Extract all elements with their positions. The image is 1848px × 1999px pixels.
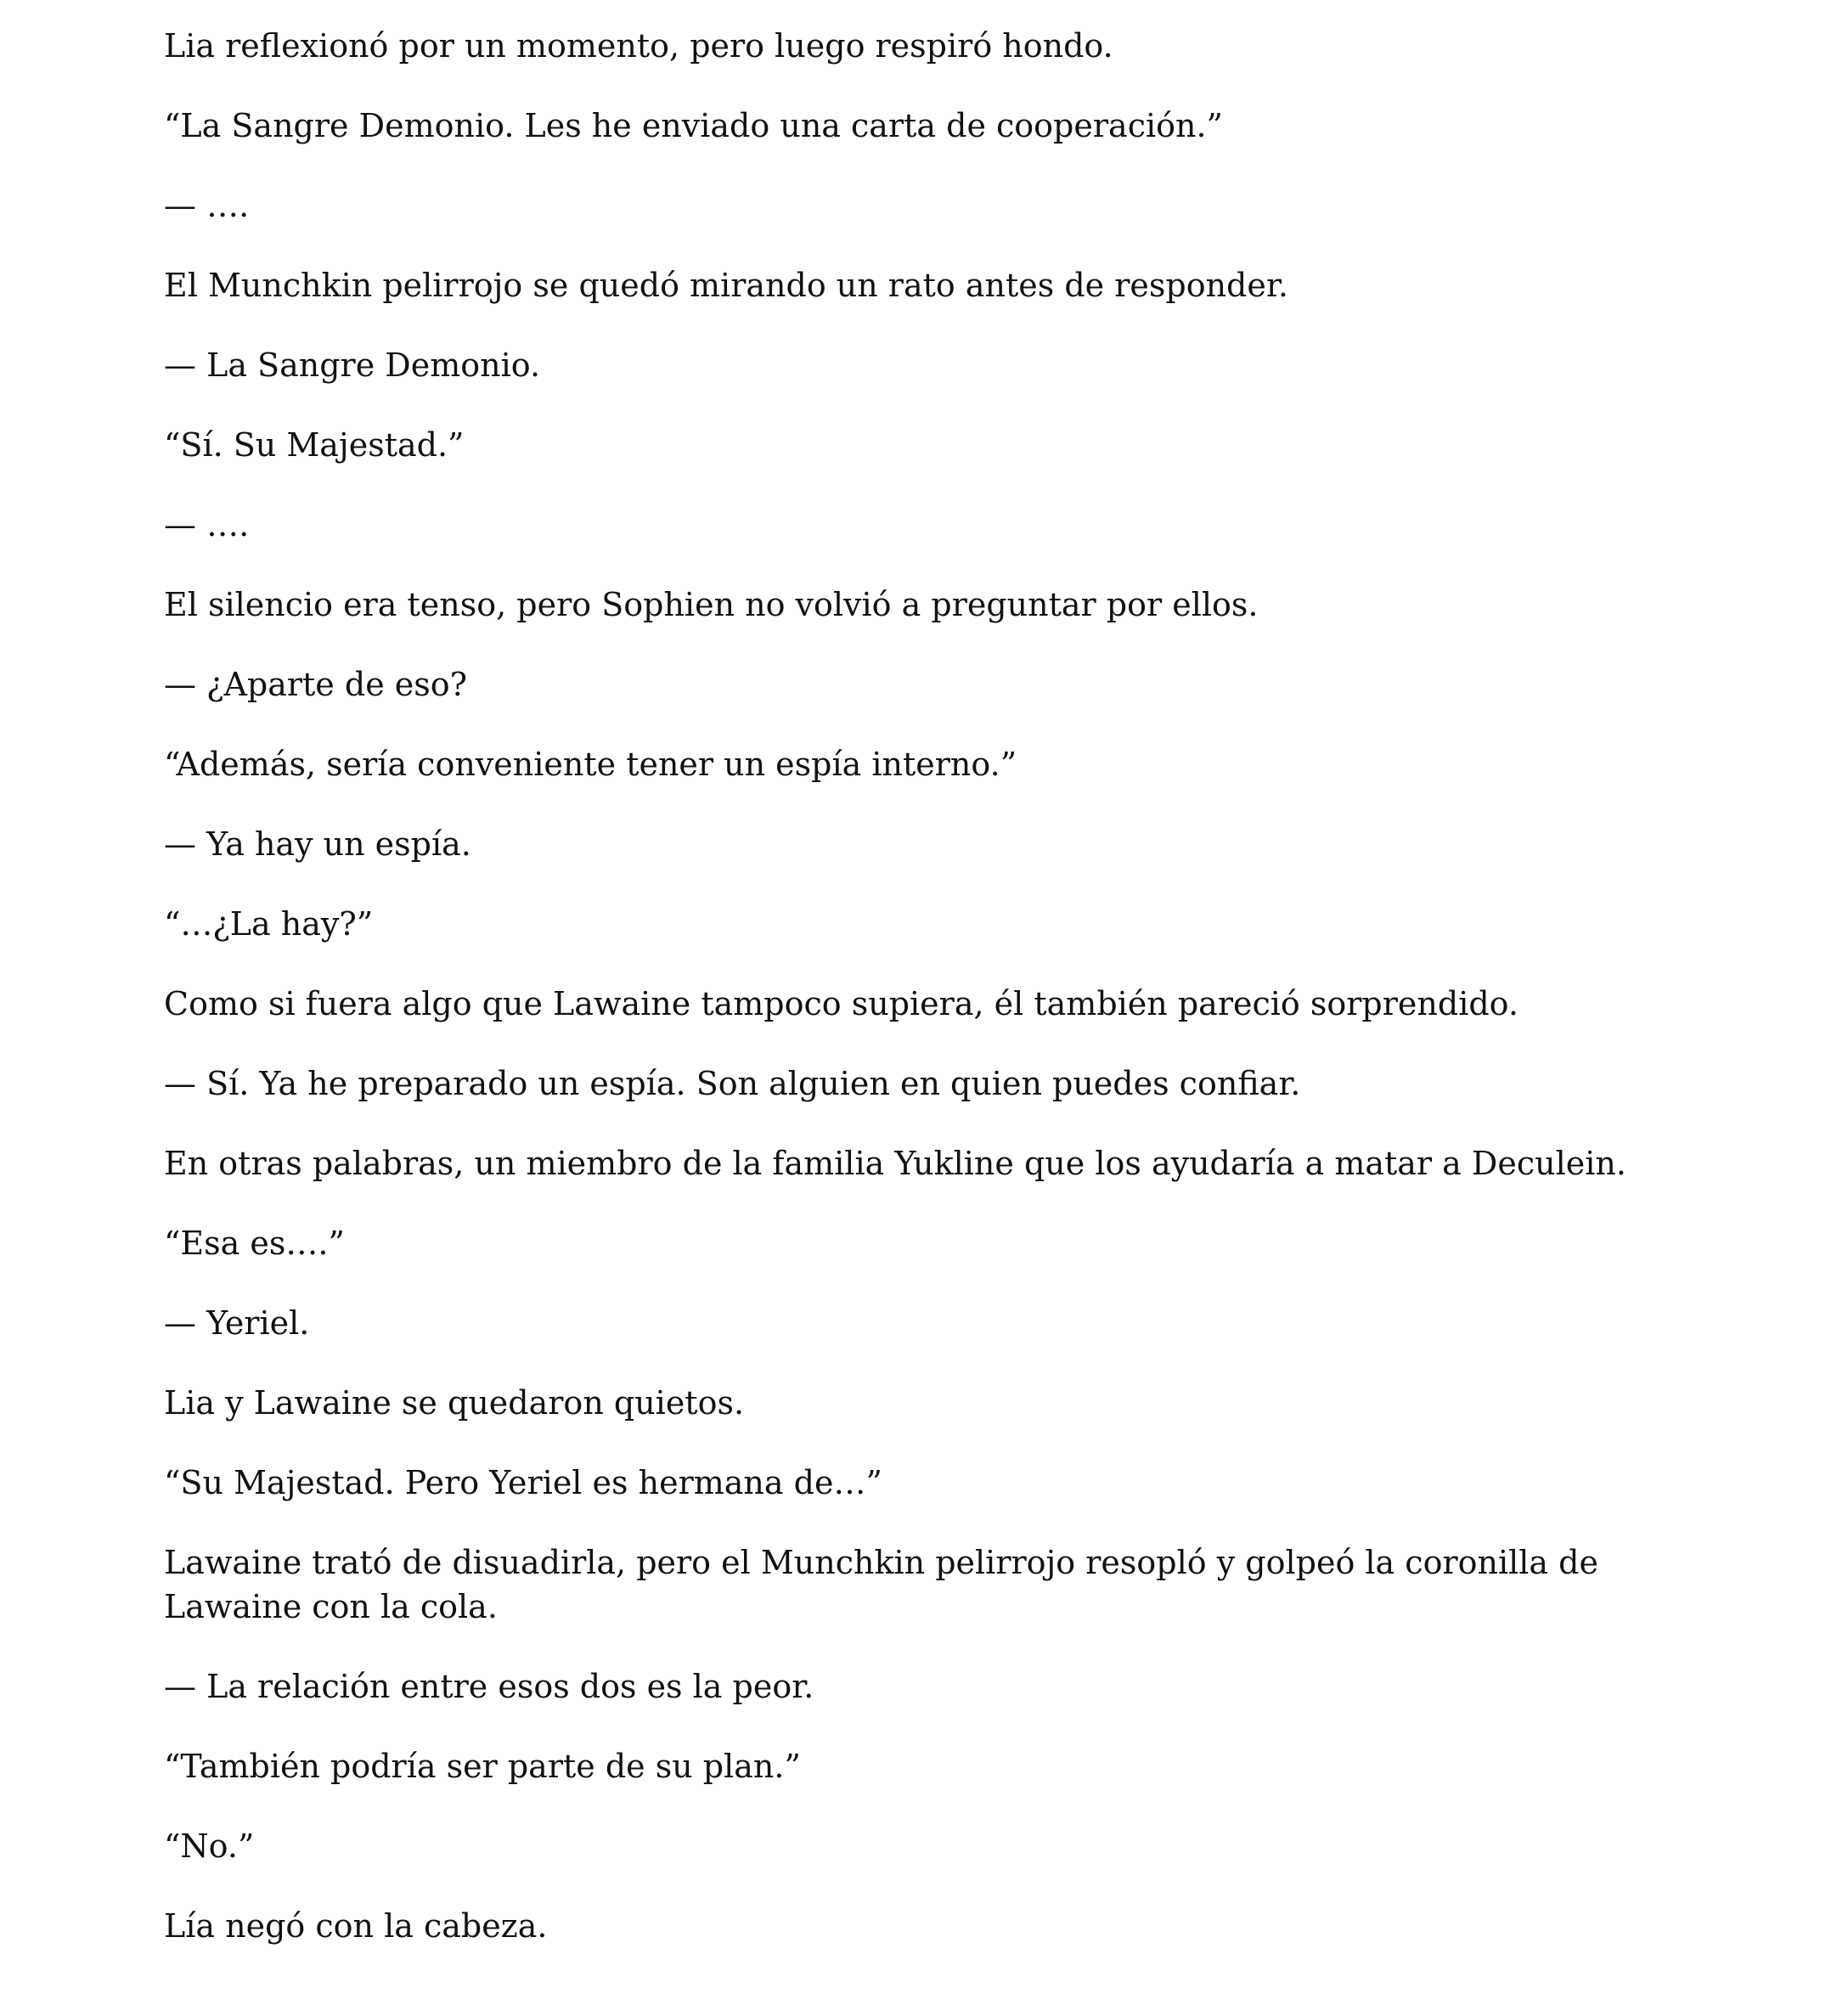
paragraph-4: El Munchkin pelirrojo se quedó mirando un rato antes de responder. — [164, 267, 1288, 304]
paragraph-2: “La Sangre Demonio. Les he enviado una carta de cooperación.” — [164, 107, 1223, 144]
paragraph-18: Lia y Lawaine se quedaron quietos. — [164, 1384, 745, 1422]
paragraph-20: Lawaine trató de disuadirla, pero el Munchkin pelirrojo resopló y golpeó la coronilla de Lawaine con la cola. — [164, 1544, 1598, 1625]
paragraph-17: — Yeriel. — [164, 1304, 310, 1342]
paragraph-8: El silencio era tenso, pero Sophien no volvió a preguntar por ellos. — [164, 586, 1259, 623]
paragraph-10: “Además, sería conveniente tener un espía interno.” — [164, 746, 1017, 783]
paragraph-16: “Esa es….” — [164, 1225, 345, 1262]
paragraph-15: En otras palabras, un miembro de la familia Yukline que los ayudaría a matar a Deculein. — [164, 1145, 1626, 1182]
document-body — [164, 24, 1693, 1984]
paragraph-5: — La Sangre Demonio. — [164, 346, 541, 384]
paragraph-22: “También podría ser parte de su plan.” — [164, 1748, 801, 1785]
paragraph-13: Como si fuera algo que Lawaine tampoco supiera, él también pareció sorprendido. — [164, 985, 1518, 1022]
paragraph-11: — Ya hay un espía. — [164, 825, 471, 863]
paragraph-9: — ¿Aparte de eso? — [164, 666, 468, 703]
paragraph-3: — …. — [164, 187, 250, 224]
paragraph-6: “Sí. Su Majestad.” — [164, 426, 465, 464]
paragraph-1: Lia reflexionó por un momento, pero luego respiró hondo. — [164, 27, 1113, 65]
paragraph-24: Lía negó con la cabeza. — [164, 1907, 548, 1945]
paragraph-23: “No.” — [164, 1827, 255, 1865]
paragraph-7: — …. — [164, 506, 250, 543]
paragraph-14: — Sí. Ya he preparado un espía. Son alguien en quien puedes confiar. — [164, 1065, 1301, 1102]
paragraph-19: “Su Majestad. Pero Yeriel es hermana de…” — [164, 1464, 882, 1501]
paragraph-12: “…¿La hay?” — [164, 905, 374, 943]
paragraph-21: — La relación entre esos dos es la peor. — [164, 1668, 814, 1705]
